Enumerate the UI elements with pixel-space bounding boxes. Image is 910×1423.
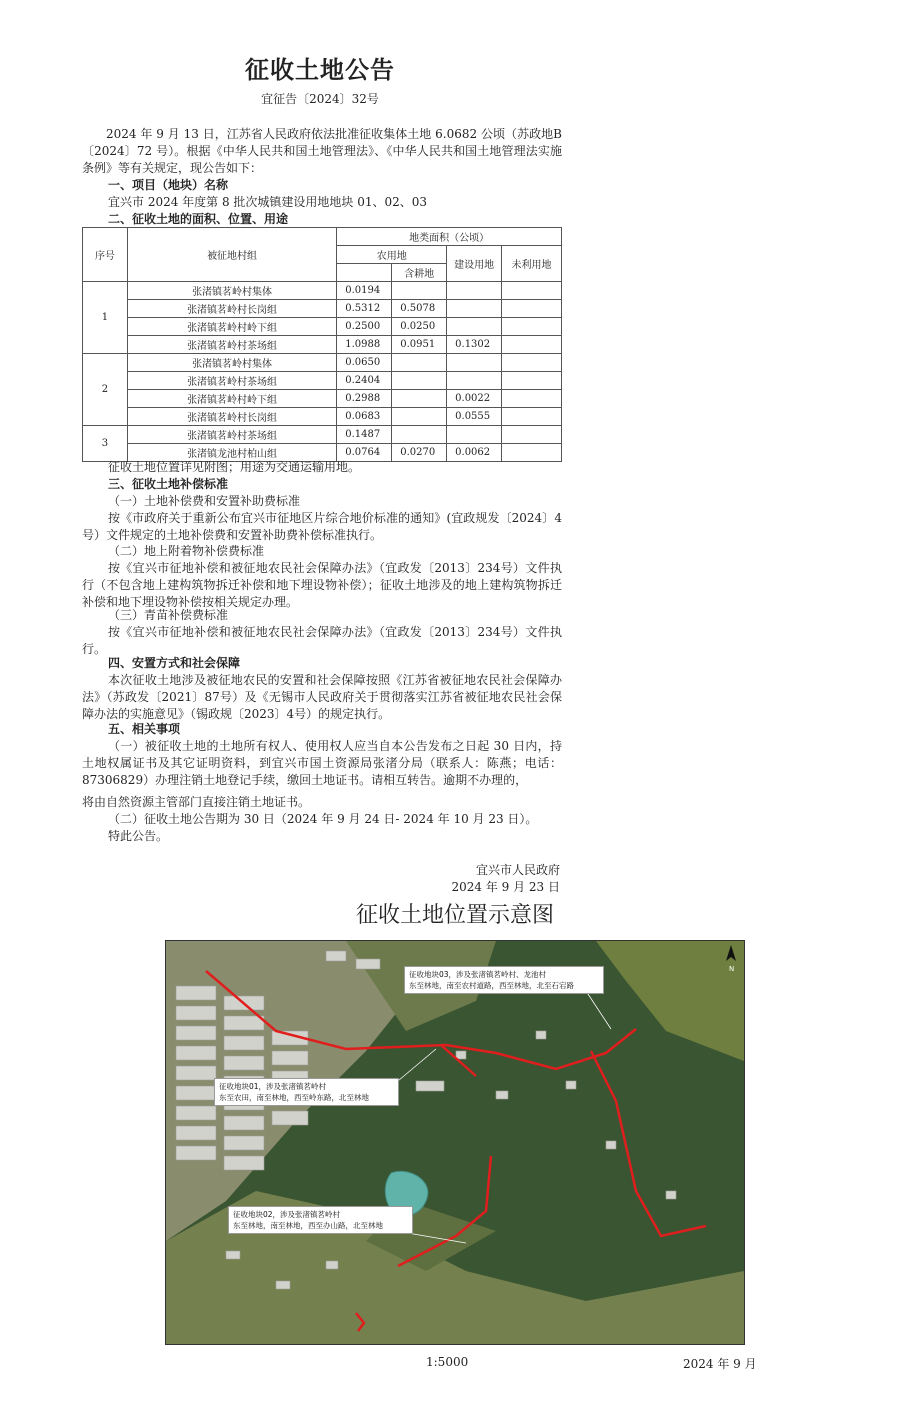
cell-group: 张渚镇龙池村柏山组 xyxy=(127,444,336,462)
cell-farm: 0.0194 xyxy=(337,282,392,300)
sec5-heading: 五、相关事项 xyxy=(108,722,181,736)
table-row xyxy=(83,282,562,300)
cell-group: 张渚镇茗岭村长岗组 xyxy=(127,300,336,318)
cell-arable: 0.0250 xyxy=(392,318,447,336)
sec5-text1: （一）被征收土地的土地所有权人、使用权人应当自本公告发布之日起 30 日内，持土地权属证书及其它证明资料，到宜兴市国土资源局张渚分局（联系人：陈燕；电话：87306829）办理注销土地登记手续，缴回土地证书。请相互转告。逾期不办理的， xyxy=(82,739,562,787)
cell-farm: 0.0650 xyxy=(337,354,392,372)
sec3-sub3-text: 按《宜兴市征地补偿和被征地农民社会保障办法》（宜政发〔2013〕234号）文件执行。 xyxy=(82,625,562,656)
cell-arable: 0.5078 xyxy=(392,300,447,318)
cell-unused xyxy=(502,426,562,444)
cell-no: 1 xyxy=(83,282,128,354)
location-map xyxy=(165,940,745,1345)
satellite-image xyxy=(166,941,744,1344)
cell-group: 张渚镇茗岭村茶场组 xyxy=(127,426,336,444)
table-row xyxy=(83,408,562,426)
cell-no: 3 xyxy=(83,426,128,462)
table-row xyxy=(83,390,562,408)
cell-build xyxy=(447,354,502,372)
sec5-text3: 特此公告。 xyxy=(108,829,169,843)
table-row xyxy=(83,336,562,354)
sec3-sub1-text: 按《市政府关于重新公布宜兴市征地区片综合地价标准的通知》(宜政规发〔2024〕4号）文件规定的土地补偿费和安置补助费补偿标准执行。 xyxy=(82,511,562,542)
cell-no: 2 xyxy=(83,354,128,426)
land-table xyxy=(82,227,562,462)
th-farm-blank xyxy=(337,264,392,282)
north-label: N xyxy=(729,965,735,973)
map-scale: 1:5000 xyxy=(426,1355,469,1369)
cell-unused xyxy=(502,336,562,354)
cell-arable: 0.0951 xyxy=(392,336,447,354)
th-build: 建设用地 xyxy=(447,246,502,282)
cell-arable: 0.0270 xyxy=(392,444,447,462)
doc-number: 宜征告〔2024〕32号 xyxy=(261,92,379,106)
cell-farm: 0.5312 xyxy=(337,300,392,318)
callout-plot-02 xyxy=(228,1206,413,1234)
th-unused: 未利用地 xyxy=(502,246,562,282)
cell-group: 张渚镇茗岭村长岗组 xyxy=(127,408,336,426)
cell-group: 张渚镇茗岭村集体 xyxy=(127,282,336,300)
cell-farm: 1.0988 xyxy=(337,336,392,354)
cell-arable xyxy=(392,282,447,300)
cell-arable xyxy=(392,372,447,390)
intro-paragraph: 2024 年 9 月 13 日，江苏省人民政府依法批准征收集体土地 6.0682 公顷（苏政地B〔2024〕72 号）。根据《中华人民共和国土地管理法》、《中华人民共和国土地管理法实施条例》等有关规定，现公告如下： xyxy=(82,127,562,175)
th-arable: 含耕地 xyxy=(392,264,447,282)
cell-build: 0.0022 xyxy=(447,390,502,408)
cell-group: 张渚镇茗岭村岭下组 xyxy=(127,318,336,336)
cell-arable xyxy=(392,426,447,444)
cell-build xyxy=(447,426,502,444)
cell-build: 0.1302 xyxy=(447,336,502,354)
cell-unused xyxy=(502,444,562,462)
cell-unused xyxy=(502,300,562,318)
cell-farm: 0.2404 xyxy=(337,372,392,390)
cell-arable xyxy=(392,408,447,426)
callout-plot-01 xyxy=(214,1078,399,1106)
table-row xyxy=(83,318,562,336)
cell-build xyxy=(447,300,502,318)
page-title: 征收土地公告 xyxy=(245,56,395,84)
cell-build xyxy=(447,372,502,390)
cell-farm: 0.2988 xyxy=(337,390,392,408)
cell-build: 0.0062 xyxy=(447,444,502,462)
map-date: 2024 年 9 月 xyxy=(683,1357,757,1371)
sec5-text1b: 将由自然资源主管部门直接注销土地证书。 xyxy=(82,795,311,809)
sec4-heading: 四、安置方式和社会保障 xyxy=(108,656,241,670)
sec3-sub2: （二）地上附着物补偿费标准 xyxy=(108,544,265,558)
cell-build xyxy=(447,318,502,336)
callout-01-line2: 东至农田，南至林地，西至岭东路，北至林地 xyxy=(219,1093,369,1102)
callout-plot-03 xyxy=(404,966,604,994)
callout-02-line2: 东至林地，南至林地，西至办山路，北至林地 xyxy=(233,1221,383,1230)
cell-unused xyxy=(502,372,562,390)
cell-farm: 0.0764 xyxy=(337,444,392,462)
sec3-sub1: （一）土地补偿费和安置补助费标准 xyxy=(108,494,301,508)
sec3-sub3: （三）青苗补偿费标准 xyxy=(108,608,229,622)
sec2-note: 征收土地位置详见附图；用途为交通运输用地。 xyxy=(108,460,361,474)
cell-unused xyxy=(502,408,562,426)
sec1-heading: 一、项目（地块）名称 xyxy=(108,178,229,192)
cell-arable xyxy=(392,354,447,372)
cell-unused xyxy=(502,354,562,372)
th-no: 序号 xyxy=(83,228,128,282)
map-title: 征收土地位置示意图 xyxy=(355,903,554,928)
cell-group: 张渚镇茗岭村岭下组 xyxy=(127,390,336,408)
sec5-text2: （二）征收土地公告期为 30 日（2024 年 9 月 24 日- 2024 年 10 月 23 日）。 xyxy=(108,812,538,826)
cell-unused xyxy=(502,390,562,408)
cell-group: 张渚镇茗岭村茶场组 xyxy=(127,372,336,390)
sec3-sub2-text: 按《宜兴市征地补偿和被征地农民社会保障办法》（宜政发〔2013〕234号）文件执行（不包含地上建构筑物拆迁补偿和地下埋设物补偿）；征收土地涉及的地上建构筑物拆迁补偿和地下埋设物补偿按相关规定办理。 xyxy=(82,561,562,609)
cell-group: 张渚镇茗岭村茶场组 xyxy=(127,336,336,354)
sec2-heading: 二、征收土地的面积、位置、用途 xyxy=(108,212,289,226)
callout-03-line1: 征收地块03，涉及张渚镇茗岭村、龙池村 xyxy=(409,970,547,979)
table-row xyxy=(83,426,562,444)
sec1-text: 宜兴市 2024 年度第 8 批次城镇建设用地地块 01、02、03 xyxy=(108,195,428,209)
callout-02-line1: 征收地块02，涉及张渚镇茗岭村 xyxy=(233,1210,341,1219)
callout-03-line2: 东至林地，南至农村道路，西至林地，北至石宕路 xyxy=(409,981,574,990)
table-row xyxy=(83,354,562,372)
table-row xyxy=(83,300,562,318)
signer: 宜兴市人民政府 xyxy=(475,863,560,877)
cell-unused xyxy=(502,282,562,300)
th-area: 地类面积（公顷） xyxy=(337,228,562,246)
th-group: 被征地村组 xyxy=(127,228,336,282)
sign-date: 2024 年 9 月 23 日 xyxy=(451,880,560,894)
cell-group: 张渚镇茗岭村集体 xyxy=(127,354,336,372)
sec4-text: 本次征收土地涉及被征地农民的安置和社会保障按照《江苏省被征地农民社会保障办法》（苏政发〔2021〕87号）及《无锡市人民政府关于贯彻落实江苏省被征地农民社会保障办法的实施意见》（锡政规〔2023〕4号）的规定执行。 xyxy=(82,673,562,721)
cell-build xyxy=(447,282,502,300)
cell-unused xyxy=(502,318,562,336)
cell-build: 0.0555 xyxy=(447,408,502,426)
cell-farm: 0.0683 xyxy=(337,408,392,426)
cell-farm: 0.2500 xyxy=(337,318,392,336)
sec3-heading: 三、征收土地补偿标准 xyxy=(108,477,229,491)
cell-farm: 0.1487 xyxy=(337,426,392,444)
table-row xyxy=(83,372,562,390)
callout-01-line1: 征收地块01，涉及张渚镇茗岭村 xyxy=(219,1082,327,1091)
cell-arable xyxy=(392,390,447,408)
th-farm: 农用地 xyxy=(337,246,447,264)
